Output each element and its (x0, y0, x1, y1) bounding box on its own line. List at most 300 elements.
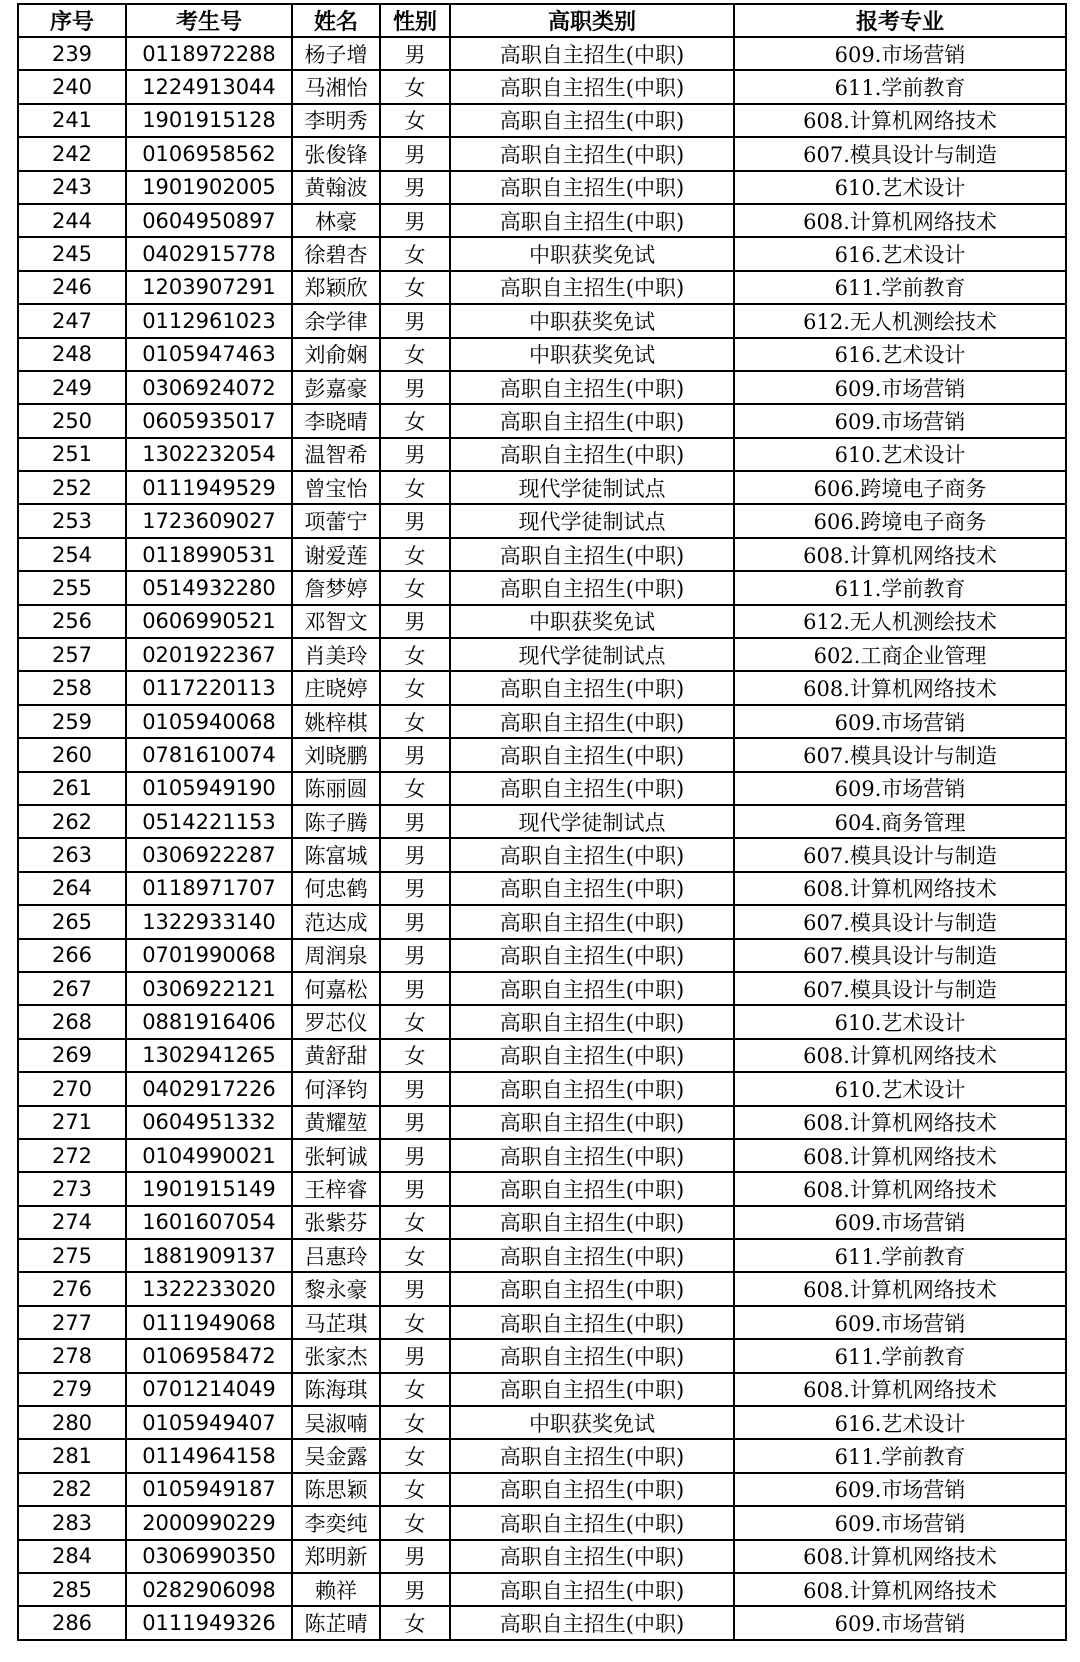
cell-category: 高职自主招生(中职) (450, 371, 734, 404)
cell-name: 吕惠玲 (292, 1239, 380, 1272)
table-row (18, 905, 1066, 938)
cell-category: 现代学徒制试点 (450, 638, 734, 671)
cell-category: 高职自主招生(中职) (450, 1573, 734, 1606)
cell-exam-id: 0604951332 (126, 1106, 292, 1139)
table-row (18, 1039, 1066, 1072)
cell-category: 高职自主招生(中职) (450, 838, 734, 871)
cell-major: 608.计算机网络技术 (734, 1573, 1066, 1606)
cell-gender: 男 (380, 805, 450, 838)
cell-gender: 男 (380, 37, 450, 70)
cell-major: 607.模具设计与制造 (734, 137, 1066, 170)
cell-category: 高职自主招生(中职) (450, 171, 734, 204)
table-row (18, 705, 1066, 738)
cell-exam-id: 0111949529 (126, 471, 292, 504)
cell-name: 庄晓婷 (292, 671, 380, 704)
cell-name: 肖美玲 (292, 638, 380, 671)
cell-name: 林豪 (292, 204, 380, 237)
cell-exam-id: 0105949407 (126, 1406, 292, 1439)
cell-major: 607.模具设计与制造 (734, 972, 1066, 1005)
cell-gender: 男 (380, 304, 450, 337)
table-row (18, 1439, 1066, 1472)
cell-major: 610.艺术设计 (734, 1072, 1066, 1105)
cell-gender: 女 (380, 471, 450, 504)
table-row (18, 70, 1066, 103)
cell-exam-id: 1901915149 (126, 1172, 292, 1205)
cell-category: 高职自主招生(中职) (450, 872, 734, 905)
cell-major: 608.计算机网络技术 (734, 1039, 1066, 1072)
cell-seq: 258 (18, 671, 126, 704)
cell-seq: 274 (18, 1206, 126, 1239)
cell-category: 高职自主招生(中职) (450, 939, 734, 972)
cell-name: 陈富城 (292, 838, 380, 871)
cell-name: 何泽钧 (292, 1072, 380, 1105)
cell-major: 608.计算机网络技术 (734, 204, 1066, 237)
cell-gender: 女 (380, 237, 450, 270)
cell-major: 607.模具设计与制造 (734, 905, 1066, 938)
table-row (18, 838, 1066, 871)
cell-category: 高职自主招生(中职) (450, 738, 734, 771)
cell-seq: 283 (18, 1506, 126, 1539)
cell-gender: 女 (380, 638, 450, 671)
cell-category: 高职自主招生(中职) (450, 905, 734, 938)
table-row (18, 171, 1066, 204)
cell-seq: 247 (18, 304, 126, 337)
cell-gender: 女 (380, 1306, 450, 1339)
cell-major: 607.模具设计与制造 (734, 838, 1066, 871)
cell-name: 黄舒甜 (292, 1039, 380, 1072)
cell-category: 高职自主招生(中职) (450, 137, 734, 170)
table-row (18, 1272, 1066, 1305)
cell-major: 609.市场营销 (734, 37, 1066, 70)
cell-major: 611.学前教育 (734, 1439, 1066, 1472)
cell-major: 606.跨境电子商务 (734, 471, 1066, 504)
cell-name: 项蕾宁 (292, 504, 380, 537)
cell-name: 李明秀 (292, 104, 380, 137)
cell-seq: 277 (18, 1306, 126, 1339)
cell-exam-id: 0105947463 (126, 338, 292, 371)
table-row (18, 805, 1066, 838)
cell-seq: 264 (18, 872, 126, 905)
cell-name: 彭嘉豪 (292, 371, 380, 404)
cell-category: 高职自主招生(中职) (450, 204, 734, 237)
cell-exam-id: 0282906098 (126, 1573, 292, 1606)
cell-gender: 女 (380, 1039, 450, 1072)
cell-exam-id: 1901915128 (126, 104, 292, 137)
cell-name: 何忠鹤 (292, 872, 380, 905)
cell-name: 余学律 (292, 304, 380, 337)
table-row (18, 204, 1066, 237)
cell-gender: 男 (380, 905, 450, 938)
cell-seq: 276 (18, 1272, 126, 1305)
cell-exam-id: 0118972288 (126, 37, 292, 70)
cell-category: 高职自主招生(中职) (450, 772, 734, 805)
cell-seq: 263 (18, 838, 126, 871)
cell-seq: 248 (18, 338, 126, 371)
cell-gender: 女 (380, 1239, 450, 1272)
cell-name: 郑颖欣 (292, 271, 380, 304)
cell-exam-id: 0106958472 (126, 1339, 292, 1372)
table-row (18, 37, 1066, 70)
cell-gender: 男 (380, 1339, 450, 1372)
cell-category: 高职自主招生(中职) (450, 1072, 734, 1105)
cell-category: 高职自主招生(中职) (450, 1005, 734, 1038)
cell-exam-id: 0112961023 (126, 304, 292, 337)
cell-exam-id: 0105949190 (126, 772, 292, 805)
cell-exam-id: 0117220113 (126, 671, 292, 704)
cell-exam-id: 0514932280 (126, 571, 292, 604)
table-row (18, 605, 1066, 638)
cell-gender: 女 (380, 271, 450, 304)
cell-name: 徐碧杏 (292, 237, 380, 270)
cell-category: 中职获奖免试 (450, 1406, 734, 1439)
cell-seq: 259 (18, 705, 126, 738)
table-body (18, 37, 1066, 1640)
cell-name: 王梓睿 (292, 1172, 380, 1205)
cell-name: 张轲诚 (292, 1139, 380, 1172)
cell-major: 607.模具设计与制造 (734, 738, 1066, 771)
table-row (18, 738, 1066, 771)
cell-gender: 男 (380, 1072, 450, 1105)
cell-exam-id: 0514221153 (126, 805, 292, 838)
table-row (18, 1573, 1066, 1606)
cell-major: 611.学前教育 (734, 70, 1066, 103)
cell-seq: 253 (18, 504, 126, 537)
cell-seq: 256 (18, 605, 126, 638)
cell-name: 何嘉松 (292, 972, 380, 1005)
cell-name: 陈海琪 (292, 1373, 380, 1406)
cell-major: 612.无人机测绘技术 (734, 304, 1066, 337)
header-exam-id: 考生号 (126, 4, 292, 37)
cell-name: 吴淑喃 (292, 1406, 380, 1439)
cell-major: 608.计算机网络技术 (734, 1106, 1066, 1139)
cell-seq: 241 (18, 104, 126, 137)
cell-name: 陈思颖 (292, 1473, 380, 1506)
cell-gender: 男 (380, 838, 450, 871)
cell-category: 高职自主招生(中职) (450, 1239, 734, 1272)
cell-exam-id: 0306990350 (126, 1540, 292, 1573)
cell-gender: 女 (380, 1406, 450, 1439)
cell-gender: 女 (380, 70, 450, 103)
cell-gender: 男 (380, 1139, 450, 1172)
cell-seq: 271 (18, 1106, 126, 1139)
cell-gender: 男 (380, 137, 450, 170)
table-row (18, 1306, 1066, 1339)
cell-category: 高职自主招生(中职) (450, 1106, 734, 1139)
cell-gender: 男 (380, 1106, 450, 1139)
cell-name: 张俊锋 (292, 137, 380, 170)
cell-gender: 女 (380, 1606, 450, 1639)
cell-category: 高职自主招生(中职) (450, 70, 734, 103)
table-row (18, 471, 1066, 504)
cell-major: 608.计算机网络技术 (734, 1272, 1066, 1305)
header-category: 高职类别 (450, 4, 734, 37)
cell-gender: 女 (380, 104, 450, 137)
cell-gender: 女 (380, 1206, 450, 1239)
table-row (18, 1373, 1066, 1406)
cell-seq: 244 (18, 204, 126, 237)
table-row (18, 972, 1066, 1005)
cell-major: 604.商务管理 (734, 805, 1066, 838)
table-row (18, 772, 1066, 805)
cell-seq: 275 (18, 1239, 126, 1272)
cell-category: 高职自主招生(中职) (450, 1339, 734, 1372)
cell-seq: 243 (18, 171, 126, 204)
cell-category: 高职自主招生(中职) (450, 705, 734, 738)
cell-name: 马芷琪 (292, 1306, 380, 1339)
cell-exam-id: 1302232054 (126, 438, 292, 471)
cell-name: 邓智文 (292, 605, 380, 638)
cell-category: 高职自主招生(中职) (450, 1606, 734, 1639)
cell-exam-id: 0104990021 (126, 1139, 292, 1172)
cell-seq: 239 (18, 37, 126, 70)
cell-gender: 男 (380, 371, 450, 404)
table-row (18, 1473, 1066, 1506)
cell-name: 赖祥 (292, 1573, 380, 1606)
cell-major: 610.艺术设计 (734, 1005, 1066, 1038)
cell-exam-id: 0701214049 (126, 1373, 292, 1406)
cell-name: 李奕纯 (292, 1506, 380, 1539)
cell-category: 现代学徒制试点 (450, 471, 734, 504)
cell-seq: 267 (18, 972, 126, 1005)
cell-major: 608.计算机网络技术 (734, 1172, 1066, 1205)
cell-name: 刘俞娴 (292, 338, 380, 371)
cell-exam-id: 0105949187 (126, 1473, 292, 1506)
cell-category: 高职自主招生(中职) (450, 972, 734, 1005)
cell-seq: 268 (18, 1005, 126, 1038)
cell-major: 608.计算机网络技术 (734, 538, 1066, 571)
cell-seq: 269 (18, 1039, 126, 1072)
cell-major: 609.市场营销 (734, 371, 1066, 404)
cell-seq: 278 (18, 1339, 126, 1372)
cell-exam-id: 0402917226 (126, 1072, 292, 1105)
table-row (18, 504, 1066, 537)
cell-exam-id: 0306924072 (126, 371, 292, 404)
cell-major: 609.市场营销 (734, 1606, 1066, 1639)
cell-seq: 265 (18, 905, 126, 938)
cell-name: 周润泉 (292, 939, 380, 972)
table-row (18, 338, 1066, 371)
cell-category: 高职自主招生(中职) (450, 538, 734, 571)
table-row (18, 1139, 1066, 1172)
cell-exam-id: 0111949326 (126, 1606, 292, 1639)
cell-category: 高职自主招生(中职) (450, 1039, 734, 1072)
cell-seq: 250 (18, 404, 126, 437)
cell-gender: 男 (380, 171, 450, 204)
cell-exam-id: 1322933140 (126, 905, 292, 938)
cell-major: 616.艺术设计 (734, 1406, 1066, 1439)
cell-name: 张紫芬 (292, 1206, 380, 1239)
cell-major: 616.艺术设计 (734, 338, 1066, 371)
table-row (18, 671, 1066, 704)
cell-name: 李晓晴 (292, 404, 380, 437)
cell-seq: 285 (18, 1573, 126, 1606)
cell-seq: 282 (18, 1473, 126, 1506)
table-row (18, 1005, 1066, 1038)
cell-name: 范达成 (292, 905, 380, 938)
admission-roster-table (17, 3, 1067, 1641)
header-name: 姓名 (292, 4, 380, 37)
table-row (18, 1339, 1066, 1372)
cell-gender: 女 (380, 571, 450, 604)
header-row (18, 4, 1066, 37)
cell-gender: 男 (380, 504, 450, 537)
table-row (18, 271, 1066, 304)
table-row (18, 304, 1066, 337)
cell-exam-id: 1302941265 (126, 1039, 292, 1072)
cell-category: 高职自主招生(中职) (450, 104, 734, 137)
table-row (18, 237, 1066, 270)
cell-gender: 男 (380, 972, 450, 1005)
cell-category: 高职自主招生(中职) (450, 1272, 734, 1305)
cell-exam-id: 1723609027 (126, 504, 292, 537)
cell-major: 611.学前教育 (734, 1339, 1066, 1372)
cell-exam-id: 0604950897 (126, 204, 292, 237)
cell-exam-id: 2000990229 (126, 1506, 292, 1539)
cell-gender: 女 (380, 1005, 450, 1038)
cell-seq: 252 (18, 471, 126, 504)
cell-name: 张家杰 (292, 1339, 380, 1372)
header-seq: 序号 (18, 4, 126, 37)
cell-category: 高职自主招生(中职) (450, 404, 734, 437)
cell-seq: 245 (18, 237, 126, 270)
cell-exam-id: 0118990531 (126, 538, 292, 571)
cell-gender: 男 (380, 939, 450, 972)
cell-name: 罗芯仪 (292, 1005, 380, 1038)
cell-seq: 261 (18, 772, 126, 805)
cell-gender: 女 (380, 338, 450, 371)
cell-seq: 280 (18, 1406, 126, 1439)
cell-gender: 女 (380, 705, 450, 738)
cell-major: 606.跨境电子商务 (734, 504, 1066, 537)
cell-major: 610.艺术设计 (734, 171, 1066, 204)
cell-seq: 242 (18, 137, 126, 170)
cell-seq: 273 (18, 1172, 126, 1205)
cell-name: 郑明新 (292, 1540, 380, 1573)
cell-category: 高职自主招生(中职) (450, 1306, 734, 1339)
cell-exam-id: 1224913044 (126, 70, 292, 103)
cell-category: 高职自主招生(中职) (450, 1139, 734, 1172)
cell-name: 马湘怡 (292, 70, 380, 103)
table-row (18, 371, 1066, 404)
cell-name: 陈丽圆 (292, 772, 380, 805)
cell-major: 608.计算机网络技术 (734, 1540, 1066, 1573)
cell-category: 中职获奖免试 (450, 237, 734, 270)
cell-category: 高职自主招生(中职) (450, 1506, 734, 1539)
cell-major: 611.学前教育 (734, 571, 1066, 604)
cell-gender: 男 (380, 1540, 450, 1573)
cell-gender: 女 (380, 404, 450, 437)
cell-name: 姚梓棋 (292, 705, 380, 738)
cell-seq: 281 (18, 1439, 126, 1472)
cell-major: 608.计算机网络技术 (734, 671, 1066, 704)
header-gender: 性别 (380, 4, 450, 37)
cell-major: 609.市场营销 (734, 772, 1066, 805)
cell-exam-id: 0605935017 (126, 404, 292, 437)
table-row (18, 404, 1066, 437)
cell-exam-id: 0881916406 (126, 1005, 292, 1038)
cell-name: 陈芷晴 (292, 1606, 380, 1639)
cell-seq: 249 (18, 371, 126, 404)
cell-gender: 女 (380, 772, 450, 805)
cell-seq: 262 (18, 805, 126, 838)
cell-exam-id: 0606990521 (126, 605, 292, 638)
cell-gender: 女 (380, 538, 450, 571)
table-row (18, 538, 1066, 571)
cell-category: 高职自主招生(中职) (450, 271, 734, 304)
table-row (18, 571, 1066, 604)
table-row (18, 104, 1066, 137)
cell-category: 高职自主招生(中职) (450, 1172, 734, 1205)
cell-category: 高职自主招生(中职) (450, 1439, 734, 1472)
table-row (18, 1106, 1066, 1139)
cell-major: 607.模具设计与制造 (734, 939, 1066, 972)
cell-name: 吴金露 (292, 1439, 380, 1472)
cell-category: 高职自主招生(中职) (450, 1540, 734, 1573)
cell-name: 陈子腾 (292, 805, 380, 838)
cell-seq: 246 (18, 271, 126, 304)
cell-major: 612.无人机测绘技术 (734, 605, 1066, 638)
cell-name: 曾宝怡 (292, 471, 380, 504)
table-row (18, 438, 1066, 471)
cell-major: 609.市场营销 (734, 1206, 1066, 1239)
table-row (18, 872, 1066, 905)
cell-seq: 279 (18, 1373, 126, 1406)
cell-category: 高职自主招生(中职) (450, 1473, 734, 1506)
table-row (18, 1206, 1066, 1239)
cell-gender: 女 (380, 1373, 450, 1406)
cell-exam-id: 0306922287 (126, 838, 292, 871)
table-row (18, 1406, 1066, 1439)
cell-category: 中职获奖免试 (450, 304, 734, 337)
cell-category: 高职自主招生(中职) (450, 1373, 734, 1406)
cell-category: 现代学徒制试点 (450, 504, 734, 537)
cell-major: 610.艺术设计 (734, 438, 1066, 471)
cell-name: 刘晓鹏 (292, 738, 380, 771)
cell-seq: 240 (18, 70, 126, 103)
cell-name: 黄翰波 (292, 171, 380, 204)
cell-gender: 女 (380, 1439, 450, 1472)
cell-category: 高职自主招生(中职) (450, 37, 734, 70)
cell-exam-id: 1901902005 (126, 171, 292, 204)
cell-exam-id: 0201922367 (126, 638, 292, 671)
cell-gender: 男 (380, 1573, 450, 1606)
cell-exam-id: 0781610074 (126, 738, 292, 771)
table-row (18, 1239, 1066, 1272)
table-row (18, 1172, 1066, 1205)
cell-major: 616.艺术设计 (734, 237, 1066, 270)
cell-seq: 257 (18, 638, 126, 671)
cell-seq: 260 (18, 738, 126, 771)
cell-major: 602.工商企业管理 (734, 638, 1066, 671)
cell-exam-id: 0105940068 (126, 705, 292, 738)
cell-exam-id: 1322233020 (126, 1272, 292, 1305)
table-row (18, 1606, 1066, 1639)
cell-major: 611.学前教育 (734, 1239, 1066, 1272)
cell-gender: 男 (380, 438, 450, 471)
cell-seq: 284 (18, 1540, 126, 1573)
cell-seq: 270 (18, 1072, 126, 1105)
header-major: 报考专业 (734, 4, 1066, 37)
cell-exam-id: 1601607054 (126, 1206, 292, 1239)
cell-category: 中职获奖免试 (450, 338, 734, 371)
table-row (18, 1506, 1066, 1539)
cell-seq: 266 (18, 939, 126, 972)
cell-name: 黎永豪 (292, 1272, 380, 1305)
cell-exam-id: 1203907291 (126, 271, 292, 304)
table-row (18, 1540, 1066, 1573)
cell-major: 608.计算机网络技术 (734, 872, 1066, 905)
cell-major: 608.计算机网络技术 (734, 1139, 1066, 1172)
